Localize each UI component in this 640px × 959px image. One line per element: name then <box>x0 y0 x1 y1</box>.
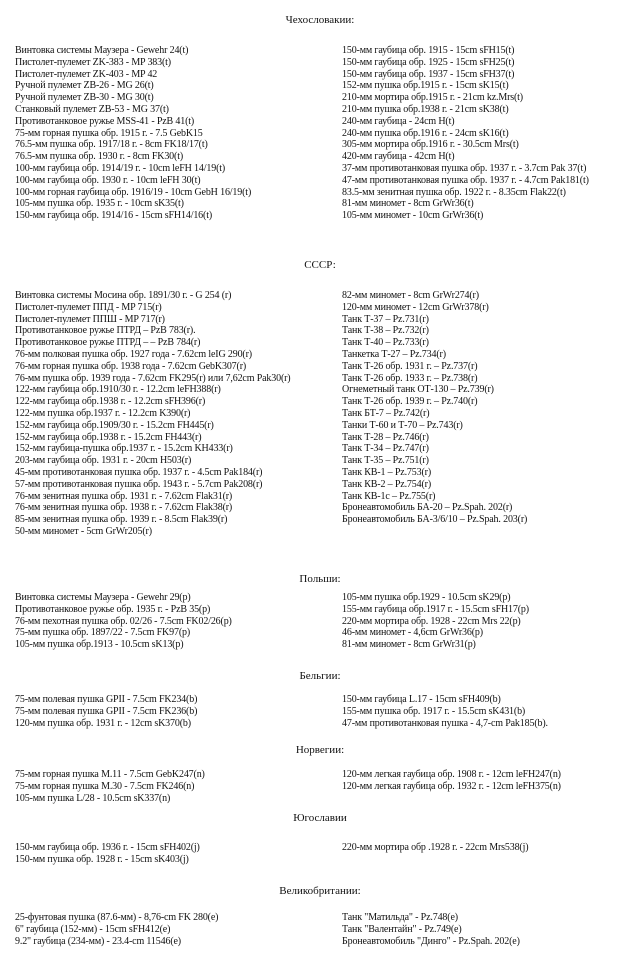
list-item: 81-мм миномет - 8cm GrWr31(p) <box>342 639 476 651</box>
list-item: 150-мм гаубица L.17 - 15cm sFH409(b) <box>342 694 501 705</box>
list-item: 6" гаубица (152-мм) - 15cm sFH412(e) <box>15 923 171 935</box>
list-item: Танк КВ-1 – Pz.753(r) <box>342 466 432 478</box>
list-item: Бронеавтомобиль БА-20 – Pz.Spah. 202(r) <box>342 502 513 514</box>
list-item: 122-мм гаубица обр.1910/30 г. - 12.2cm leFH388(r) <box>15 384 221 396</box>
list-item: 122-мм гаубица обр.1938 г. - 12.2cm sFH396(r) <box>15 396 206 408</box>
list-item: Танк Т-26 обр. 1933 г. – Pz.738(r) <box>342 372 478 384</box>
list-item: 105-мм пушка обр.1913 - 10.5cm sK13(p) <box>15 639 184 651</box>
section-title-norway: Норвегии: <box>295 744 345 756</box>
list-item: 100-мм гаубица обр. 1930 г. - 10cm leFH 30(t) <box>15 174 201 186</box>
list-item: 120-мм легкая гаубица обр. 1908 г. - 12cm leFH247(n) <box>342 769 561 780</box>
list-item: 150-мм гаубица обр. 1915 - 15cm sFH15(t) <box>342 45 515 56</box>
list-item: 105-мм пушка обр. 1935 г. - 10cm sK35(t) <box>15 198 184 210</box>
list-item: 82-мм миномет - 8cm GrWr274(r) <box>342 290 479 301</box>
list-item: 81-мм миномет - 8cm GrWr36(t) <box>342 198 474 210</box>
list-item: 122-мм пушка обр.1937 г. - 12.2cm K390(r) <box>15 407 191 419</box>
list-item: Танк "Матильда" - Pz.748(e) <box>342 912 458 923</box>
list-item: 76-мм полковая пушка обр. 1927 года - 7.62cm leIG 290(r) <box>15 348 252 360</box>
list-item: 240-мм гаубица - 24cm H(t) <box>342 115 455 127</box>
list-item: 150-мм гаубица обр. 1914/16 - 15cm sFH14/16(t) <box>15 210 213 222</box>
list-item: 76-мм горная пушка обр. 1938 года - 7.62cm GebK307(r) <box>15 360 247 372</box>
ussr-right-list <box>342 290 527 526</box>
list-item: 47-мм противотанковая пушка - 4,7-cm Pak185(b). <box>342 717 548 729</box>
list-item: Противотанковое ружье MSS-41 - PzB 41(t) <box>15 115 195 127</box>
list-item: Танк КВ-1с – Pz.755(r) <box>342 490 436 502</box>
list-item: 210-мм пушка обр.1938 г. - 21cm sK38(t) <box>342 103 509 115</box>
list-item: Противотанковое ружье ПТРД – PzB 783(r). <box>15 325 196 337</box>
list-item: 152-мм гаубица обр.1909/30 г. - 15.2cm FH445(r) <box>15 419 214 431</box>
list-item: Противотанковое ружье ПТРД – – PzB 784(r) <box>15 337 201 349</box>
list-item: 305-мм мортира обр.1916 г. - 30.5cm Mrs(t) <box>342 139 519 151</box>
list-item: 152-мм гаубица-пушка обр.1937 г. - 15.2cm KH433(r) <box>15 443 233 455</box>
list-item: Противотанковое ружье обр. 1935 г. - PzB 35(p) <box>15 603 211 615</box>
list-item: Танк КВ-2 – Pz.754(r) <box>342 478 432 490</box>
list-item: 100-мм гаубица обр. 1914/19 г. - 10cm leFH 14/19(t) <box>15 162 226 174</box>
list-item: 120-мм легкая гаубица обр. 1932 г. - 12cm leFH375(n) <box>342 780 561 792</box>
list-item: Пистолет-пулемет ППД - MP 715(r) <box>15 301 162 313</box>
czechoslovakia-right-list <box>342 45 589 222</box>
section-title-yugoslavia: Югославии <box>293 812 347 824</box>
list-item: 76-мм зенитная пушка обр. 1931 г. - 7.62cm Flak31(r) <box>15 490 233 502</box>
poland-left-list <box>15 592 232 651</box>
list-item: 76-мм пушка обр. 1939 года - 7.62cm FK295(r) или 7,62cm Pak30(r) <box>15 372 291 384</box>
list-item: 37-мм противотанковая пушка обр. 1937 г. - 3.7cm Pak 37(t) <box>342 162 587 174</box>
list-item: Танки Т-60 и Т-70 – Pz.743(r) <box>342 419 463 431</box>
list-item: 105-мм пушка обр.1929 - 10.5cm sK29(p) <box>342 592 511 603</box>
czechoslovakia-left-list <box>15 45 251 222</box>
list-item: Танк Т-37 – Pz.731(r) <box>342 313 429 325</box>
list-item: 152-мм гаубица обр.1938 г. - 15.2cm FH443(r) <box>15 431 202 443</box>
list-item: Танк Т-26 обр. 1939 г. – Pz.740(r) <box>342 396 478 408</box>
list-item: 76.5-мм пушка обр. 1917/18 г. - 8cm FK18/17(t) <box>15 139 208 151</box>
belgium-left-list <box>15 694 197 729</box>
list-item: Пистолет-пулемет ZK-383 - MP 383(t) <box>15 56 171 68</box>
list-item: 75-мм горная пушка M.11 - 7.5cm GebK247(n) <box>15 769 205 780</box>
list-item: 47-мм противотанковая пушка обр. 1937 г. - 4.7cm Pak181(t) <box>342 174 589 186</box>
list-item: 150-мм пушка обр. 1928 г. - 15cm sK403(j) <box>15 853 189 865</box>
list-item: 100-мм горная гаубица обр. 1916/19 - 10cm GebH 16/19(t) <box>15 186 252 198</box>
list-item: Винтовка системы Маузера - Gewehr 24(t) <box>15 45 189 56</box>
list-item: 155-мм гаубица обр.1917 г. - 15.5cm sFH17(p) <box>342 603 529 615</box>
yugoslavia-left-list <box>15 842 200 866</box>
section-title-great-britain: Великобритании: <box>279 885 361 897</box>
list-item: 46-мм миномет - 4,6cm GrWr36(p) <box>342 627 483 639</box>
list-item: Бронеавтомобиль "Динго" - Pz.Spah. 202(e) <box>342 935 520 947</box>
section-title-czechoslovakia: Чехословакии: <box>285 14 355 26</box>
norway-left-list <box>15 769 205 804</box>
list-item: 75-мм полевая пушка GPII - 7.5cm FK236(b) <box>15 705 198 717</box>
list-item: Ручной пулемет ZB-30 - MG 30(t) <box>15 92 154 104</box>
section-title-belgium: Бельгии: <box>299 670 341 682</box>
list-item: 83.5-мм зенитная пушка обр. 1922 г. - 8.35cm Flak22(t) <box>342 186 566 198</box>
list-item: 120-мм пушка обр. 1931 г. - 12cm sK370(b) <box>15 717 191 729</box>
list-item: Пистолет-пулемет ZK-403 - MP 42 <box>15 68 158 80</box>
norway-right-list <box>342 769 561 793</box>
list-item: 155-мм пушка обр. 1917 г. - 15.5cm sK431(b) <box>342 705 526 717</box>
list-item: 220-мм мортира обр. 1928 - 22cm Mrs 22(p) <box>342 615 521 627</box>
list-item: 240-мм пушка обр.1916 г. - 24cm sK16(t) <box>342 127 509 139</box>
list-item: Танк Т-26 обр. 1931 г. – Pz.737(r) <box>342 360 478 372</box>
list-item: 75-мм горная пушка обр. 1915 г. - 7.5 GebK15 <box>15 127 203 139</box>
list-item: 120-мм миномет - 12cm GrWr378(r) <box>342 301 489 313</box>
ussr-left-list <box>15 290 290 538</box>
list-item: Танк Т-34 – Pz.747(r) <box>342 443 429 455</box>
list-item: Танк Т-35 – Pz.751(r) <box>342 455 429 467</box>
list-item: 45-мм противотанковая пушка обр. 1937 г. - 4.5cm Pak184(r) <box>15 466 263 478</box>
list-item: 75-мм пушка обр. 1897/22 - 7.5cm FK97(p) <box>15 627 191 639</box>
list-item: Танкетка Т-27 – Pz.734(r) <box>342 348 446 360</box>
list-item: Танк Т-40 – Pz.733(r) <box>342 337 429 349</box>
great-britain-right-list <box>342 912 520 947</box>
list-item: 85-мм зенитная пушка обр. 1939 г. - 8.5cm Flak39(r) <box>15 514 228 526</box>
list-item: Ручной пулемет ZB-26 - MG 26(t) <box>15 80 154 92</box>
list-item: 150-мм гаубица обр. 1925 - 15cm sFH25(t) <box>342 56 515 68</box>
list-item: 420-мм гаубица - 42cm H(t) <box>342 151 455 163</box>
list-item: Станковый пулемет ZB-53 - MG 37(t) <box>15 103 169 115</box>
list-item: Винтовка системы Мосина обр. 1891/30 г. - G 254 (r) <box>15 290 232 301</box>
list-item: Танк Т-28 – Pz.746(r) <box>342 431 429 443</box>
list-item: Пистолет-пулемет ППШ - MP 717(r) <box>15 313 165 325</box>
great-britain-left-list <box>15 912 218 947</box>
list-item: Винтовка системы Маузера - Gewehr 29(p) <box>15 592 191 603</box>
list-item: 50-мм миномет - 5cm GrWr205(r) <box>15 525 152 537</box>
list-item: 76-мм зенитная пушка обр. 1938 г. - 7.62cm Flak38(r) <box>15 502 233 514</box>
list-item: 152-мм пушка обр.1915 г. - 15cm sK15(t) <box>342 80 509 92</box>
list-item: 220-мм мортира обр .1928 г. - 22cm Mrs538(j) <box>342 842 529 853</box>
list-item: 210-мм мортира обр.1915 г. - 21cm kz.Mrs(t) <box>342 92 523 104</box>
list-item: 150-мм гаубица обр. 1936 г. - 15cm sFH402(j) <box>15 842 200 853</box>
list-item: Танк БТ-7 – Pz.742(r) <box>342 407 430 419</box>
list-item: 105-мм пушка L/28 - 10.5cm sK337(n) <box>15 792 171 804</box>
list-item: Огнеметный танк ОТ-130 – Pz.739(r) <box>342 384 494 396</box>
list-item: 9.2" гаубица (234-мм) - 23.4-cm 11546(e) <box>15 935 181 947</box>
list-item: Танк Т-38 – Pz.732(r) <box>342 325 429 337</box>
list-item: 105-мм миномет - 10cm GrWr36(t) <box>342 210 484 222</box>
list-item: 150-мм гаубица обр. 1937 - 15cm sFH37(t) <box>342 68 515 80</box>
poland-right-list <box>342 592 529 651</box>
list-item: 203-мм гаубица обр. 1931 г. - 20cm H503(r) <box>15 455 192 467</box>
list-item: 76.5-мм пушка обр. 1930 г. - 8cm FK30(t) <box>15 151 184 163</box>
yugoslavia-right-list <box>342 842 528 854</box>
list-item: Бронеавтомобиль БА-3/6/10 – Pz.Spah. 203(r) <box>342 514 528 526</box>
list-item: Танк "Валентайн" - Pz.749(e) <box>342 923 462 935</box>
section-title-poland: Польши: <box>299 573 341 585</box>
list-item: 75-мм горная пушка M.30 - 7.5cm FK246(n) <box>15 780 195 792</box>
list-item: 75-мм полевая пушка GPII - 7.5cm FK234(b) <box>15 694 198 705</box>
belgium-right-list <box>342 694 548 729</box>
section-title-ussr: СССР: <box>304 259 336 271</box>
list-item: 25-фунтовая пушка (87.6-мм) - 8,76-cm FK 280(e) <box>15 912 219 923</box>
list-item: 57-мм противотанковая пушка обр. 1943 г. - 5.7cm Pak208(r) <box>15 478 263 490</box>
list-item: 76-мм пехотная пушка обр. 02/26 - 7.5cm FK02/26(p) <box>15 615 232 627</box>
